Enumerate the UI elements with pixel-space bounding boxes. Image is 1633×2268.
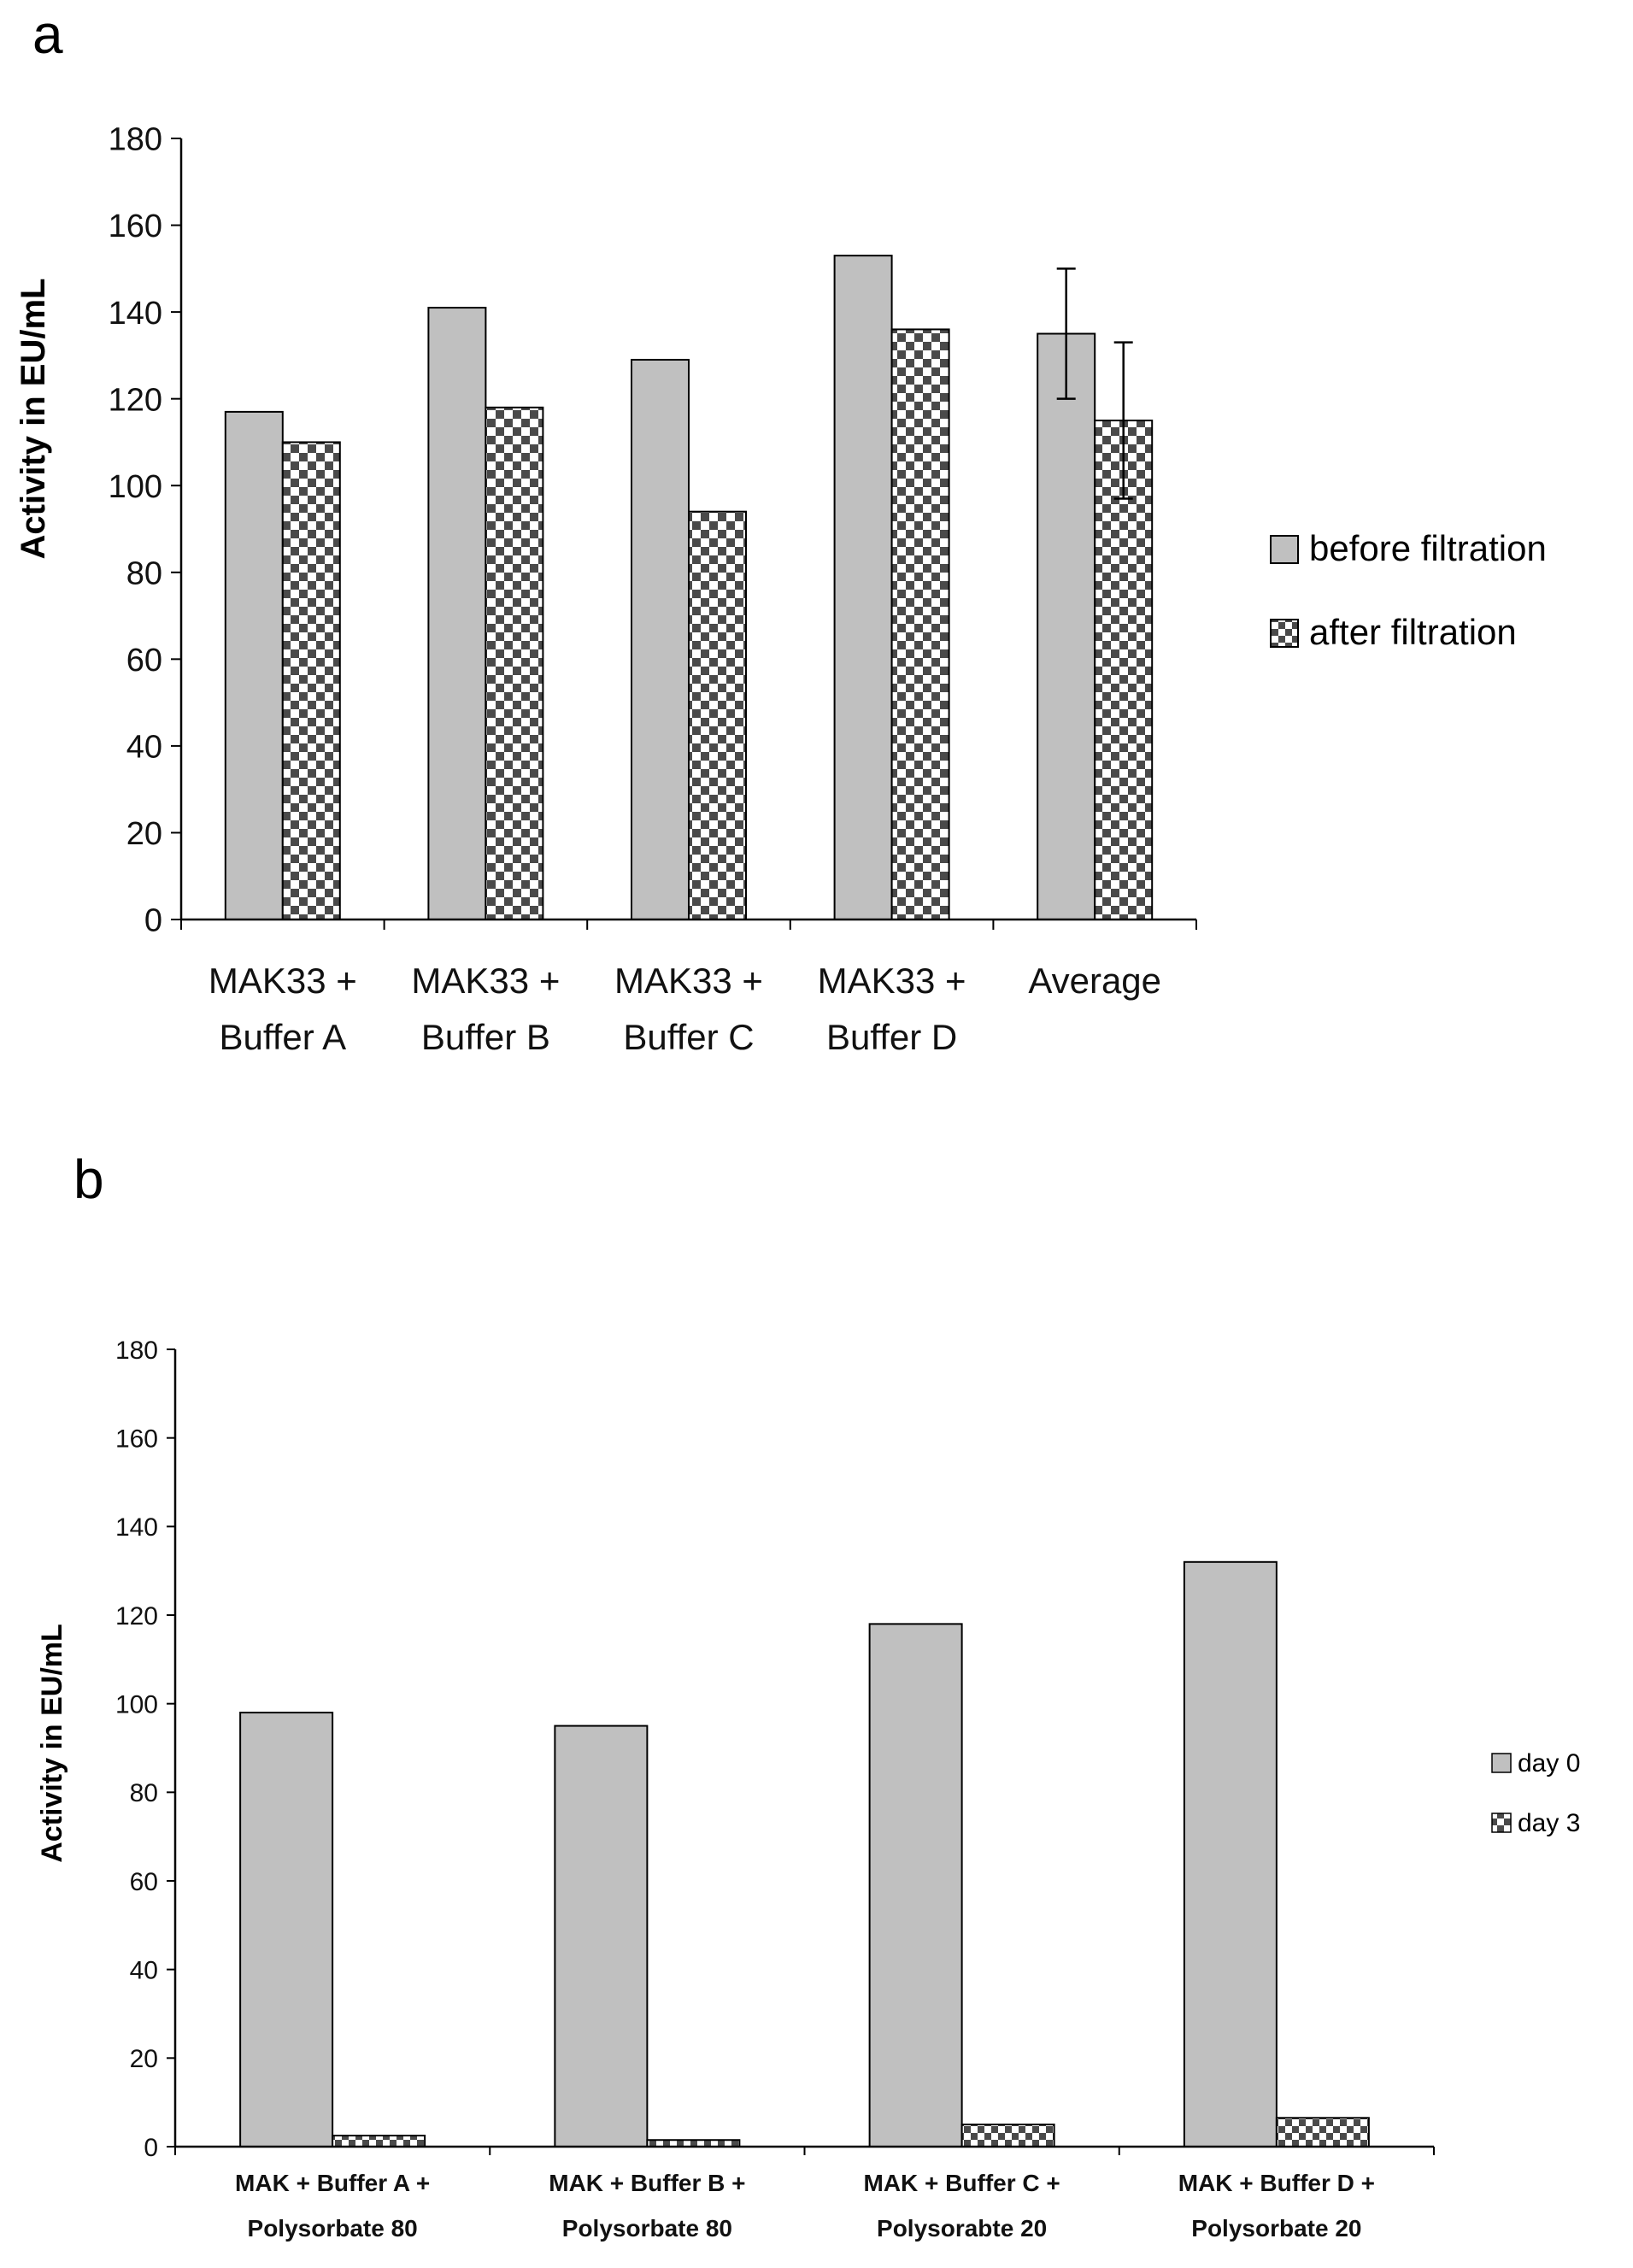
legend (1492, 1749, 1580, 1837)
y-tick-label: 140 (115, 1513, 158, 1542)
y-tick-label: 80 (129, 1779, 158, 1808)
legend-swatch-after-filtration (1271, 620, 1298, 647)
legend-label-day-0: day 0 (1518, 1749, 1581, 1777)
y-tick-label: 0 (144, 2133, 158, 2162)
y-tick-label: 0 (144, 902, 162, 939)
bar-before-filtration-mak33-buffer-b (428, 308, 485, 920)
bar-before-filtration-mak33-buffer-a (226, 412, 283, 920)
legend-swatch-day-3 (1492, 1813, 1511, 1832)
bar-before-filtration-average (1037, 334, 1095, 920)
x-tick-label: MAK + Buffer B + (549, 2170, 746, 2196)
y-tick-label: 100 (115, 1690, 158, 1719)
panel-label: b (73, 1149, 104, 1210)
bar-after-filtration-mak33-buffer-a (283, 442, 340, 920)
bar-day-0-mak-buffer-c-polysorabte-20 (870, 1624, 962, 2147)
bar-before-filtration-mak33-buffer-d (835, 256, 892, 920)
chart-panel-b (36, 1149, 1580, 2242)
bar-day-3-mak-buffer-a-polysorbate-80 (332, 2136, 425, 2147)
y-tick-label: 180 (115, 1336, 158, 1365)
bar-after-filtration-mak33-buffer-c (689, 512, 746, 920)
bar-after-filtration-mak33-buffer-b (485, 408, 543, 920)
y-tick-label: 60 (126, 643, 162, 679)
x-tick-label: Buffer D (825, 1017, 958, 1057)
x-tick-label: Buffer A (219, 1017, 347, 1057)
y-tick-label: 20 (129, 2045, 158, 2074)
legend-label-day-3: day 3 (1518, 1809, 1581, 1837)
panel-label: a (32, 3, 63, 65)
x-tick-label: MAK + Buffer C + (863, 2170, 1060, 2196)
x-tick-label: MAK33 + (614, 961, 763, 1001)
y-tick-label: 120 (108, 382, 162, 419)
x-tick-label: Polysorabte 20 (877, 2215, 1048, 2242)
x-tick-label: MAK + Buffer D + (1178, 2170, 1375, 2196)
bar-day-0-mak-buffer-b-polysorbate-80 (555, 1726, 647, 2147)
y-tick-label: 40 (126, 729, 162, 766)
y-tick-label: 140 (108, 295, 162, 332)
bar-day-0-mak-buffer-d-polysorbate-20 (1184, 1562, 1277, 2147)
y-tick-labels (115, 1337, 158, 2162)
y-tick-label: 160 (115, 1425, 158, 1454)
legend-label-before-filtration: before filtration (1309, 528, 1547, 568)
y-tick-label: 60 (129, 1867, 158, 1896)
bar-after-filtration-mak33-buffer-d (892, 329, 949, 920)
x-tick-label: Polysorbate 80 (247, 2215, 418, 2242)
x-tick-labels (209, 961, 1161, 1057)
bar-day-3-mak-buffer-c-polysorabte-20 (962, 2124, 1054, 2147)
x-tick-label: Buffer C (623, 1017, 755, 1057)
y-tick-labels (109, 122, 162, 939)
y-axis-label: Activity in EU/mL (36, 1624, 68, 1863)
y-axis-label: Activity in EU/mL (15, 278, 52, 560)
bar-before-filtration-mak33-buffer-c (631, 360, 689, 920)
y-tick-label: 160 (108, 209, 162, 245)
y-tick-label: 120 (115, 1601, 158, 1630)
y-tick-label: 40 (129, 1956, 158, 1985)
y-tick-label: 180 (108, 121, 162, 158)
y-tick-label: 20 (126, 816, 162, 853)
bars (226, 256, 1152, 920)
legend-swatch-day-0 (1492, 1754, 1511, 1772)
x-tick-label: Average (1028, 961, 1162, 1001)
legend-label-after-filtration: after filtration (1309, 612, 1517, 652)
x-tick-label: MAK + Buffer A + (235, 2170, 431, 2196)
x-tick-label: Polysorbate 20 (1191, 2215, 1362, 2242)
legend-swatch-before-filtration (1271, 536, 1298, 563)
x-tick-label: Polysorbate 80 (561, 2215, 732, 2242)
x-tick-label: MAK33 + (411, 961, 561, 1001)
x-tick-labels (235, 2170, 1375, 2242)
x-tick-label: Buffer B (420, 1017, 550, 1057)
bars (240, 1562, 1369, 2147)
y-tick-label: 80 (126, 555, 162, 592)
x-tick-label: MAK33 + (208, 961, 357, 1001)
chart-panel-a (15, 3, 1547, 1057)
y-tick-label: 100 (108, 468, 162, 505)
bar-day-3-mak-buffer-d-polysorbate-20 (1277, 2118, 1369, 2147)
bar-day-0-mak-buffer-a-polysorbate-80 (240, 1713, 332, 2147)
legend (1271, 528, 1547, 652)
x-tick-label: MAK33 + (817, 961, 966, 1001)
